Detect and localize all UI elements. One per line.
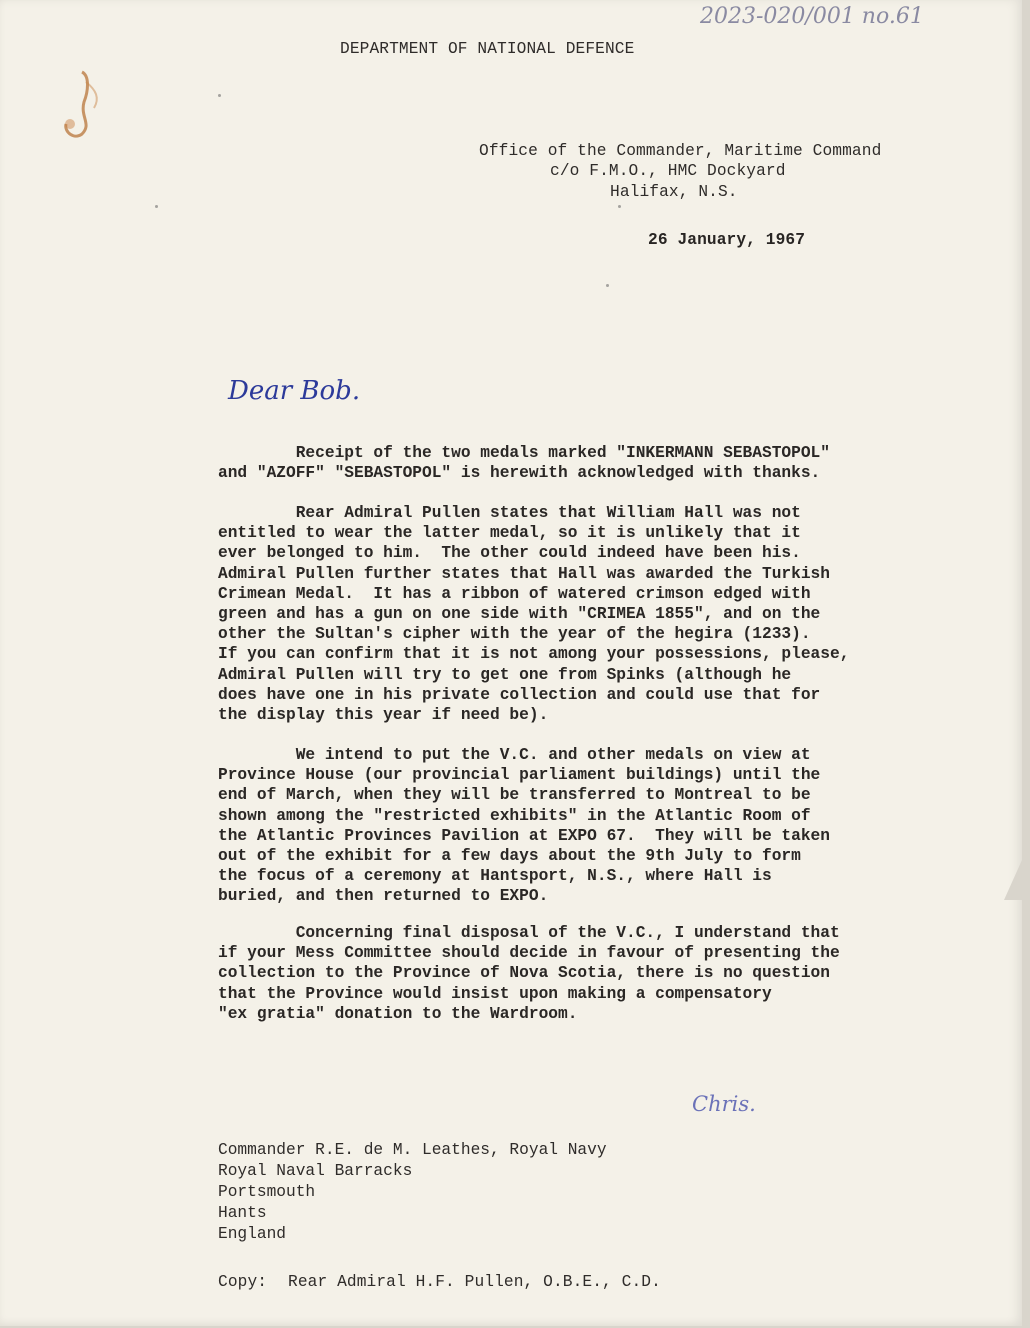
paragraph-line: ever belonged to him. The other could indeed have been his.	[218, 544, 801, 563]
paragraph-line: If you can confirm that it is not among your possessions, please,	[218, 645, 850, 664]
paragraph-line: entitled to wear the latter medal, so it is unlikely that it	[218, 524, 801, 543]
recipient-line: Portsmouth	[218, 1183, 316, 1201]
paragraph-line: end of March, when they will be transferred to Montreal to be	[218, 786, 811, 805]
paragraph	[218, 923, 840, 1024]
paragraph-line: We intend to put the V.C. and other medals on view at	[218, 746, 811, 764]
paragraph-line: the Atlantic Provinces Pavilion at EXPO 67. They will be taken	[218, 826, 830, 845]
paragraph-line: Province House (our provincial parliament buildings) until the	[218, 766, 821, 785]
rust-stain	[52, 62, 112, 152]
recipient-line: Commander R.E. de M. Leathes, Royal Navy	[218, 1141, 607, 1159]
paper-speck	[618, 205, 621, 208]
paragraph-line: buried, and then returned to EXPO.	[218, 887, 549, 906]
paragraph	[218, 503, 849, 725]
letter-date: 26 January, 1967	[648, 231, 806, 249]
paper-speck	[218, 94, 221, 97]
paragraph-line: out of the exhibit for a few days about the 9th July to form	[218, 847, 801, 866]
recipient-line: Royal Naval Barracks	[218, 1162, 413, 1180]
copy-recipient: Rear Admiral H.F. Pullen, O.B.E., C.D.	[288, 1273, 661, 1291]
paper-notch	[1000, 800, 1030, 900]
paragraph-line: and "AZOFF" "SEBASTOPOL" is herewith acknowledged with thanks.	[218, 464, 821, 483]
paper-speck	[606, 284, 609, 287]
paragraph-line: collection to the Province of Nova Scotia, there is no question	[218, 964, 830, 983]
paragraph-line: the focus of a ceremony at Hantsport, N.S., where Hall is	[218, 867, 772, 886]
recipient-line: England	[218, 1225, 286, 1243]
salutation: Dear Bob.	[228, 376, 361, 406]
paragraph-line: Concerning final disposal of the V.C., I understand that	[218, 924, 840, 942]
paragraph-line: Crimean Medal. It has a ribbon of watered crimson edged with	[218, 584, 811, 603]
office-line-2: c/o F.M.O., HMC Dockyard	[550, 162, 786, 180]
paragraph-line: "ex gratia" donation to the Wardroom.	[218, 1004, 578, 1023]
paragraph-line: other the Sultan's cipher with the year of the hegira (1233).	[218, 625, 811, 644]
paper-speck	[155, 205, 158, 208]
paragraph-line: does have one in his private collection and could use that for	[218, 685, 821, 704]
paragraph-line: Rear Admiral Pullen states that William Hall was not	[218, 504, 801, 522]
paragraph-line: Receipt of the two medals marked "INKERMANN SEBASTOPOL"	[218, 444, 830, 462]
paragraph-line: Admiral Pullen further states that Hall was awarded the Turkish	[218, 564, 830, 583]
paragraph-line: that the Province would insist upon making a compensatory	[218, 984, 772, 1003]
recipient-line: Hants	[218, 1204, 267, 1222]
archive-number: 2023-020/001 no.61	[700, 4, 924, 29]
paragraph-line: green and has a gun on one side with "CRIMEA 1855", and on the	[218, 605, 821, 624]
letterhead: DEPARTMENT OF NATIONAL DEFENCE	[340, 40, 635, 58]
copy-label: Copy:	[218, 1273, 268, 1291]
office-line-3: Halifax, N.S.	[610, 183, 738, 201]
paragraph	[218, 745, 830, 907]
paragraph-line: shown among the "restricted exhibits" in the Atlantic Room of	[218, 806, 811, 825]
office-line-1: Office of the Commander, Maritime Command	[479, 142, 882, 160]
paragraph	[218, 443, 830, 483]
paragraph-line: Admiral Pullen will try to get one from Spinks (although he	[218, 665, 792, 684]
recipient-address	[218, 1140, 607, 1245]
paragraph-line: the display this year if need be).	[218, 706, 549, 725]
signature: Chris.	[692, 1092, 756, 1116]
paragraph-line: if your Mess Committee should decide in favour of presenting the	[218, 944, 840, 963]
